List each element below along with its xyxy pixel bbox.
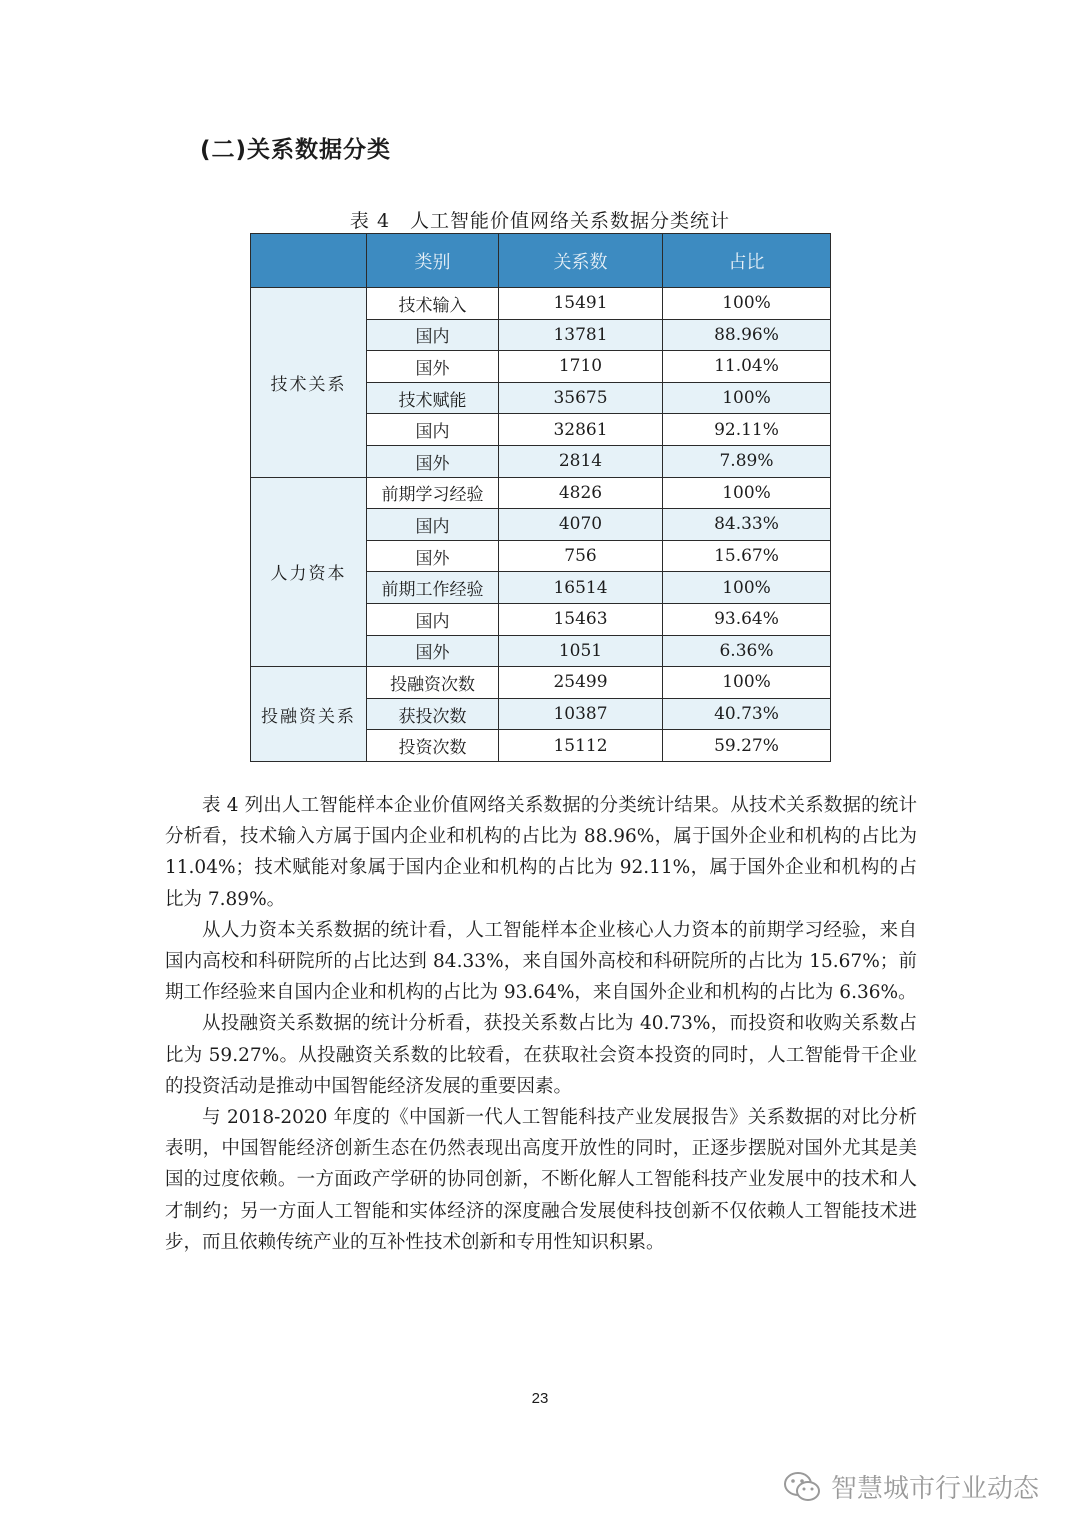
category-cell: 国外 (367, 540, 499, 572)
category-cell: 投资次数 (367, 730, 499, 762)
stats-table (250, 233, 831, 762)
table-row (251, 477, 831, 509)
category-cell: 国内 (367, 414, 499, 446)
ratio-cell: 100% (663, 667, 831, 699)
group-cell-investment: 投融资关系 (251, 667, 367, 762)
paragraph: 从人力资本关系数据的统计看，人工智能样本企业核心人力资本的前期学习经验，来自国内高校和科研院所的占比达到 84.33%，来自国外高校和科研院所的占比为 15.67%；前期工作经验来自国内企业和机构的占比为 93.64%，来自国外企业和机构的占比为 6.36%。 (165, 919, 917, 1004)
paragraph: 表 4 列出人工智能样本企业价值网络关系数据的分类统计结果。从技术关系数据的统计分析看，技术输入方属于国内企业和机构的占比为 88.96%，属于国外企业和机构的占比为 11.04%；技术赋能对象属于国内企业和机构的占比为 92.11%，属于国外企业和机构的占比为 7.89%。 (165, 795, 917, 910)
watermark (783, 1468, 1039, 1505)
header-ratio: 占比 (663, 234, 831, 288)
category-cell: 获投次数 (367, 698, 499, 730)
page-number: 23 (531, 1390, 549, 1407)
header-count: 关系数 (499, 234, 663, 288)
ratio-cell: 84.33% (663, 509, 831, 541)
ratio-cell: 100% (663, 572, 831, 604)
count-cell: 35675 (499, 382, 663, 414)
category-cell: 前期学习经验 (367, 477, 499, 509)
paragraph: 与 2018-2020 年度的《中国新一代人工智能科技产业发展报告》关系数据的对比分析表明，中国智能经济创新生态在仍然表现出高度开放性的同时，正逐步摆脱对国外尤其是美国的过度依赖。一方面政产学研的协同创新，不断化解人工智能科技产业发展中的技术和人才制约；另一方面人工智能和实体经济的深度融合发展使科技创新不仅依赖人工智能技术进步，而且依赖传统产业的互补性技术创新和专用性知识积累。 (165, 1107, 917, 1253)
category-cell: 国外 (367, 635, 499, 667)
table-row (251, 288, 831, 320)
ratio-cell: 6.36% (663, 635, 831, 667)
count-cell: 1710 (499, 351, 663, 383)
ratio-cell: 100% (663, 288, 831, 320)
category-cell: 国内 (367, 509, 499, 541)
group-cell-tech: 技术关系 (251, 288, 367, 478)
ratio-cell: 100% (663, 382, 831, 414)
wechat-icon (783, 1471, 821, 1503)
header-category: 类别 (367, 234, 499, 288)
table-caption: 表 4 人工智能价值网络关系数据分类统计 (349, 210, 731, 232)
ratio-cell: 100% (663, 477, 831, 509)
count-cell: 25499 (499, 667, 663, 699)
watermark-text: 智慧城市行业动态 (831, 1474, 1040, 1504)
count-cell: 4070 (499, 509, 663, 541)
count-cell: 4826 (499, 477, 663, 509)
count-cell: 10387 (499, 698, 663, 730)
count-cell: 13781 (499, 319, 663, 351)
ratio-cell: 40.73% (663, 698, 831, 730)
category-cell: 技术输入 (367, 288, 499, 320)
table-row (251, 667, 831, 699)
category-cell: 投融资次数 (367, 667, 499, 699)
section-heading: (二)关系数据分类 (200, 137, 392, 163)
count-cell: 1051 (499, 635, 663, 667)
category-cell: 国内 (367, 319, 499, 351)
ratio-cell: 92.11% (663, 414, 831, 446)
count-cell: 32861 (499, 414, 663, 446)
body-text (165, 790, 917, 1258)
count-cell: 15112 (499, 730, 663, 762)
count-cell: 16514 (499, 572, 663, 604)
paragraph: 从投融资关系数据的统计分析看，获投关系数占比为 40.73%，而投资和收购关系数占比为 59.27%。从投融资关系数的比较看，在获取社会资本投资的同时，人工智能骨干企业的投资活动是推动中国智能经济发展的重要因素。 (165, 1013, 917, 1097)
count-cell: 756 (499, 540, 663, 572)
ratio-cell: 11.04% (663, 351, 831, 383)
category-cell: 国外 (367, 351, 499, 383)
group-cell-human-capital: 人力资本 (251, 477, 367, 667)
category-cell: 技术赋能 (367, 382, 499, 414)
header-group (251, 234, 367, 288)
ratio-cell: 7.89% (663, 445, 831, 477)
category-cell: 国外 (367, 445, 499, 477)
ratio-cell: 88.96% (663, 319, 831, 351)
count-cell: 15463 (499, 603, 663, 635)
ratio-cell: 15.67% (663, 540, 831, 572)
category-cell: 前期工作经验 (367, 572, 499, 604)
ratio-cell: 59.27% (663, 730, 831, 762)
count-cell: 2814 (499, 445, 663, 477)
count-cell: 15491 (499, 288, 663, 320)
category-cell: 国内 (367, 603, 499, 635)
table-header-row (251, 234, 831, 288)
ratio-cell: 93.64% (663, 603, 831, 635)
